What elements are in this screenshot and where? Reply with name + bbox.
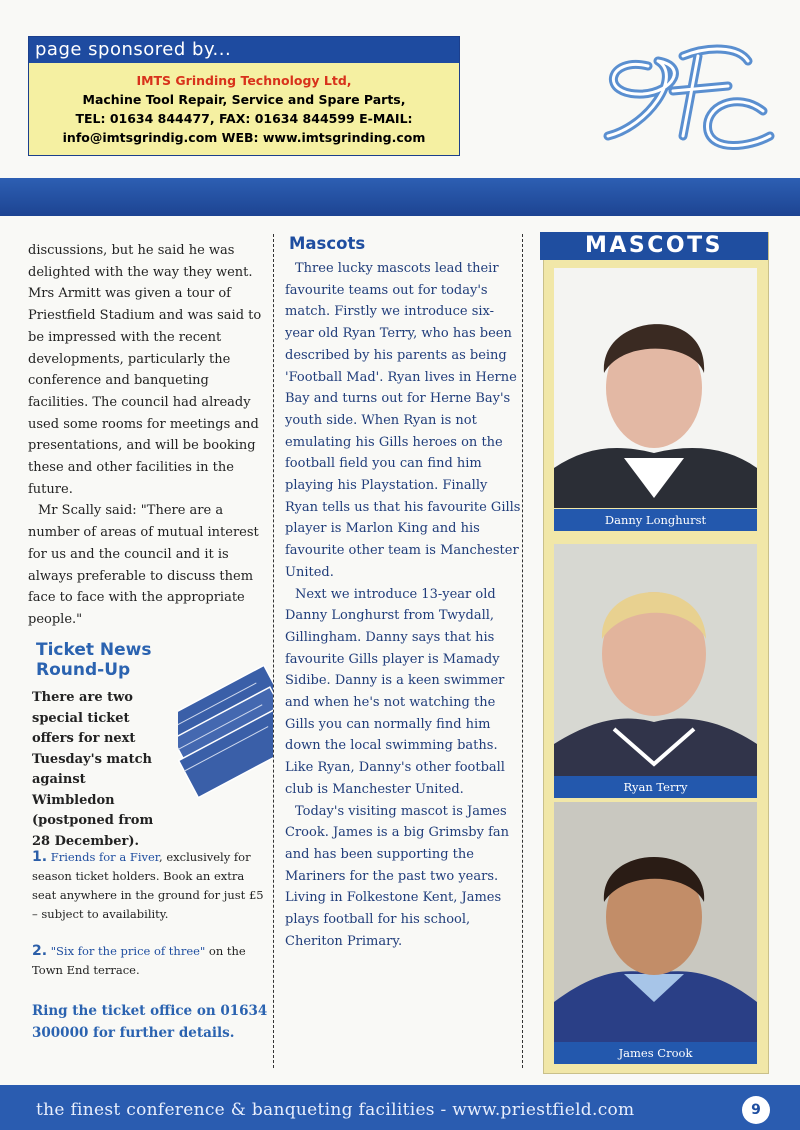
sponsor-services: Machine Tool Repair, Service and Spare Parts,	[82, 92, 406, 107]
offer-text: , exclusively for season ticket holders. Book an extra seat anywhere in the ground for just £5 – subject to availability.	[32, 850, 264, 921]
club-logo	[588, 36, 778, 156]
ticket-news-title-line: Round-Up	[36, 660, 131, 680]
footer-text: the finest conference & banqueting facilities - www.priestfield.com	[36, 1100, 635, 1120]
ticket-offer	[32, 848, 268, 924]
mascots-banner: MASCOTS	[540, 232, 768, 260]
mascot-caption: Ryan Terry	[554, 776, 757, 798]
sponsor-contact: TEL: 01634 844477, FAX: 01634 844599 E-MAIL:	[75, 111, 413, 126]
tickets-image	[178, 652, 273, 822]
sponsor-details	[29, 63, 459, 147]
offer-name: Friends for a Fiver	[50, 850, 160, 864]
mascot-caption: James Crook	[554, 1042, 757, 1064]
header-band	[0, 178, 800, 216]
paragraph: discussions, but he said he was delighted with the way they went. Mrs Armitt was given a tour of Priestfield Stadium and was said to be impressed with the recent developments, particularly the conference and banqueting facilities. The council had already used some rooms for meetings and presentations, and will be booking these and other facilities in the future.	[28, 243, 262, 497]
mascot-photo	[554, 544, 757, 776]
mascot-photo	[554, 802, 757, 1042]
offer-text: on the Town End terrace.	[32, 944, 246, 977]
ticket-office-callout: Ring the ticket office on 01634 300000 for further details.	[32, 1003, 268, 1041]
ticket-offer	[32, 942, 268, 980]
article-continuation	[28, 240, 266, 631]
column-divider	[522, 234, 523, 1068]
mascots-heading: Mascots	[289, 234, 366, 253]
paragraph: Mr Scally said: "There are a number of areas of mutual interest for us and the council and it is always preferable to discuss them face to face with the appropriate people."	[28, 503, 259, 627]
paragraph: Next we introduce 13-year old Danny Longhurst from Twydall, Gillingham. Danny says that his favourite Gills player is Mamady Sidibe. Danny is a keen swimmer and when he's not watching the Gills you can normally find him down the local swimming baths. Like Ryan, Danny's other football club is Manchester United.	[285, 586, 505, 797]
offer-number: 2.	[32, 943, 48, 959]
sponsor-header: page sponsored by...	[29, 37, 459, 63]
offer-number: 1.	[32, 849, 48, 865]
page-number: 9	[742, 1096, 770, 1124]
mascot-photo	[554, 268, 757, 508]
ticket-news-intro: There are two special ticket offers for next Tuesday's match against Wimbledon (postponed from 28 December).	[32, 690, 154, 849]
sponsor-box	[28, 36, 460, 156]
mascots-article	[285, 258, 521, 953]
paragraph: Today's visiting mascot is James Crook. James is a big Grimsby fan and has been supporting the Mariners for the past two years. Living in Folkestone Kent, James plays football for his school, Cheriton Primary.	[285, 803, 510, 949]
offer-name: "Six for the price of three"	[50, 944, 206, 958]
paragraph: Three lucky mascots lead their favourite teams out for today's match. Firstly we introduce six-year old Ryan Terry, who has been described by his parents as being 'Football Mad'. Ryan lives in Herne Bay and turns out for Herne Bay's youth side. When Ryan is not emulating his Gills heroes on the football field you can find him playing his Playstation. Finally Ryan tells us that his favourite Gills player is Marlon King and his favourite other team is Manchester United.	[285, 261, 521, 580]
column-divider	[273, 234, 274, 1068]
sponsor-company: IMTS Grinding Technology Ltd,	[136, 73, 352, 88]
mascot-caption: Danny Longhurst	[554, 509, 757, 531]
ticket-news-title-line: Ticket News	[36, 640, 152, 660]
sponsor-web: info@imtsgrindig.com WEB: www.imtsgrinding.com	[62, 130, 426, 145]
